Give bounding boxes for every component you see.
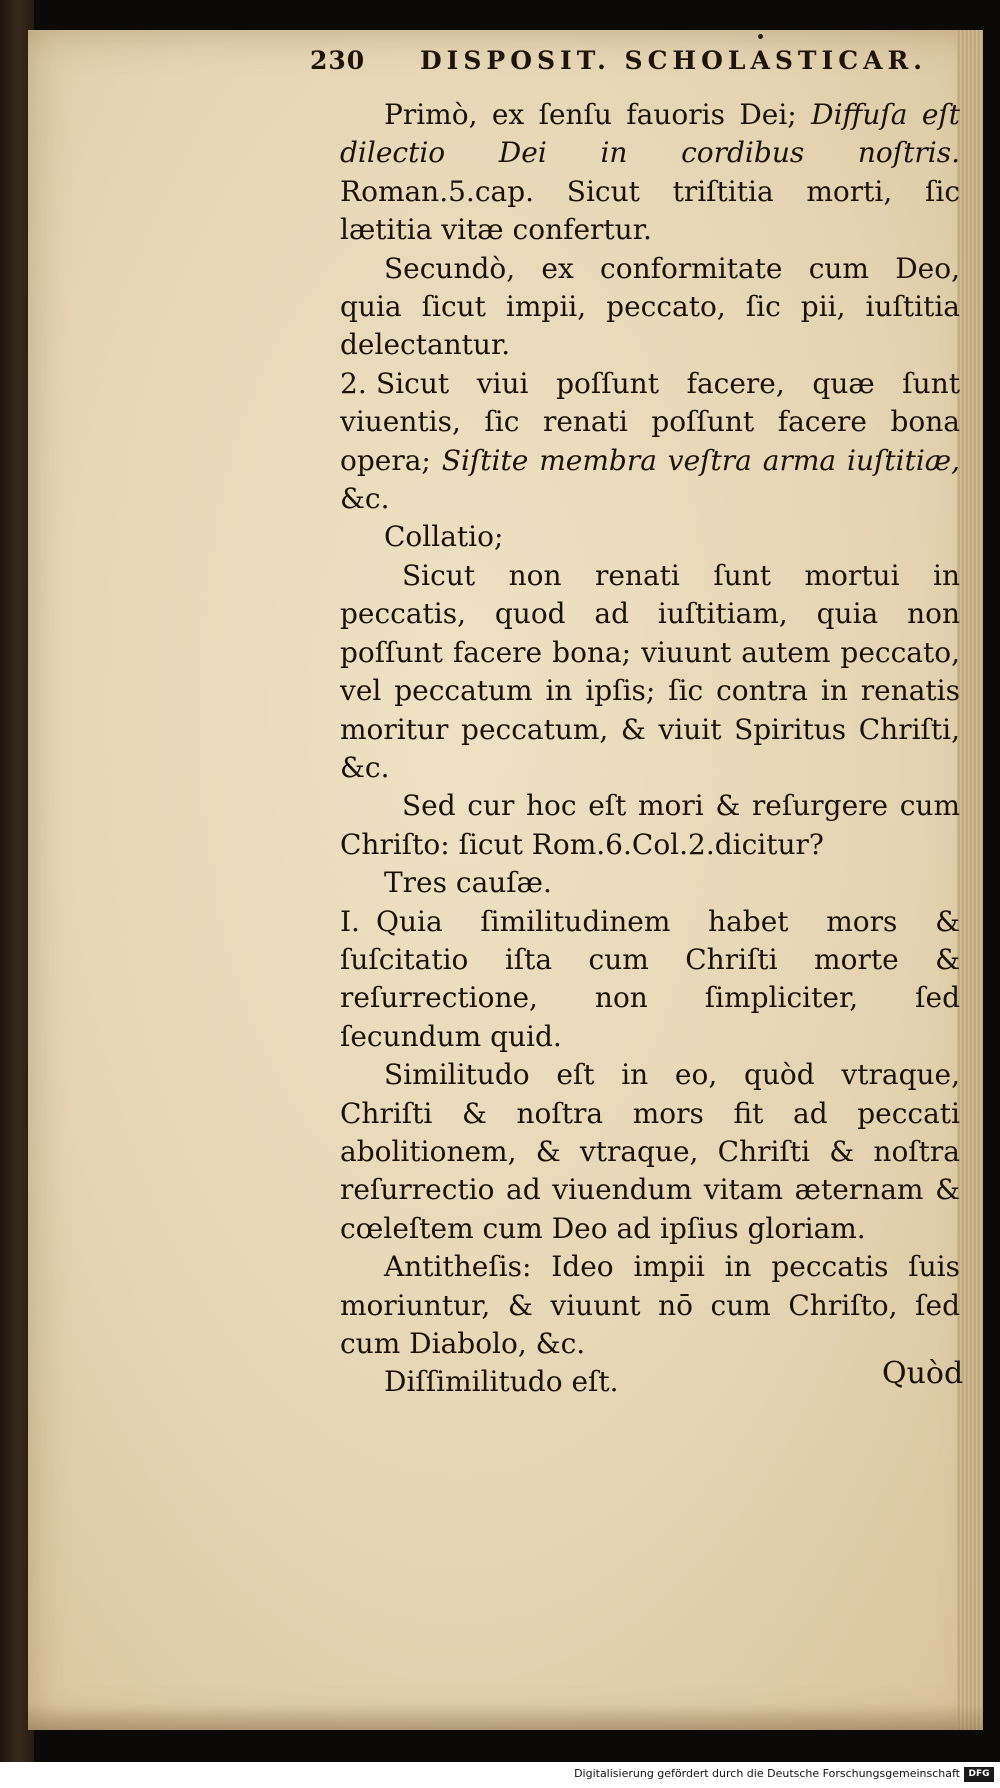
paragraph-1 (340, 903, 960, 1057)
page-shadow (28, 1704, 983, 1730)
paragraph-primo (340, 96, 960, 250)
paragraph-2 (340, 365, 960, 519)
text-run: Sicut viui poſſunt facere, quæ ſunt viuentis, ſic renati poſſunt facere bona opera; (340, 366, 960, 477)
page-text (340, 96, 960, 1402)
page-number: 230 (310, 46, 366, 75)
dfg-logo: DFG (964, 1767, 994, 1782)
text-run: Quia ſimilitudinem habet mors & ſuſcitatio iſta cum Chriſti morte & reſurrectione, non ſimpliciter, ſed ſecundum quid. (340, 904, 960, 1053)
paragraph-similitudo: Similitudo eſt in eo, quòd vtraque, Chriſti & noſtra mors fit ad peccati abolitionem, & vtraque, Chriſti & noſtra reſurrectio ad viuendum vitam æternam & cœleſtem cum Deo ad ipſius gloriam. (340, 1058, 960, 1245)
running-head (310, 46, 930, 75)
paragraph-question: Sed cur hoc eſt mori & reſurgere cum Chriſto: ſicut Rom.6.Col.2.dicitur? (340, 789, 960, 861)
text-run: &c. (340, 482, 390, 516)
italic-quote: Siſtite membra veſtra arma iuſtitiæ, (441, 443, 960, 477)
italic-quote: Diffuſa eſt dilectio Dei in cordibus noſtris. (340, 98, 961, 170)
paragraph-sicut: Sicut non renati ſunt mortui in peccatis, quod ad iuſtitiam, quia non poſſunt facere bona; viuunt autem peccato, vel peccatum in ipſis; ſic contra in renatis moritur peccatum, & viuit Spiritus Chriſti, &c. (340, 558, 960, 784)
paragraph-secundo: Secundò, ex conformitate cum Deo, quia ſicut impii, peccato, ſic pii, iuſtitia delectantur. (340, 251, 960, 362)
text-run: Roman.5.cap. Sicut triſtitia morti, ſic lætitia vitæ confertur. (340, 174, 960, 247)
paragraph-antithesis: Antitheſis: Ideo impii in peccatis ſuis moriuntur, & viuunt nō cum Chriſto, ſed cum Diabolo, &c. (340, 1250, 960, 1360)
paragraph-dissimilitudo: Diſſimilitudo eſt. (384, 1365, 619, 1399)
running-title: DISPOSIT. SCHOLASTICAR. (420, 46, 927, 75)
ink-dot (758, 34, 763, 39)
item-number: I. (340, 904, 360, 938)
page-edge (957, 30, 983, 1730)
text-run: Primò, ex ſenſu fauoris Dei; (384, 98, 812, 131)
footer-bar (0, 1762, 1000, 1788)
catchword: Quòd (882, 1356, 964, 1391)
item-number: 2. (340, 366, 367, 400)
funding-credit: Digitalisierung gefördert durch die Deutsche Forschungsgemeinschaft (574, 1767, 960, 1780)
paragraph-tres-causae: Tres cauſæ. (384, 866, 552, 900)
paragraph-collatio: Collatio; (384, 520, 504, 554)
